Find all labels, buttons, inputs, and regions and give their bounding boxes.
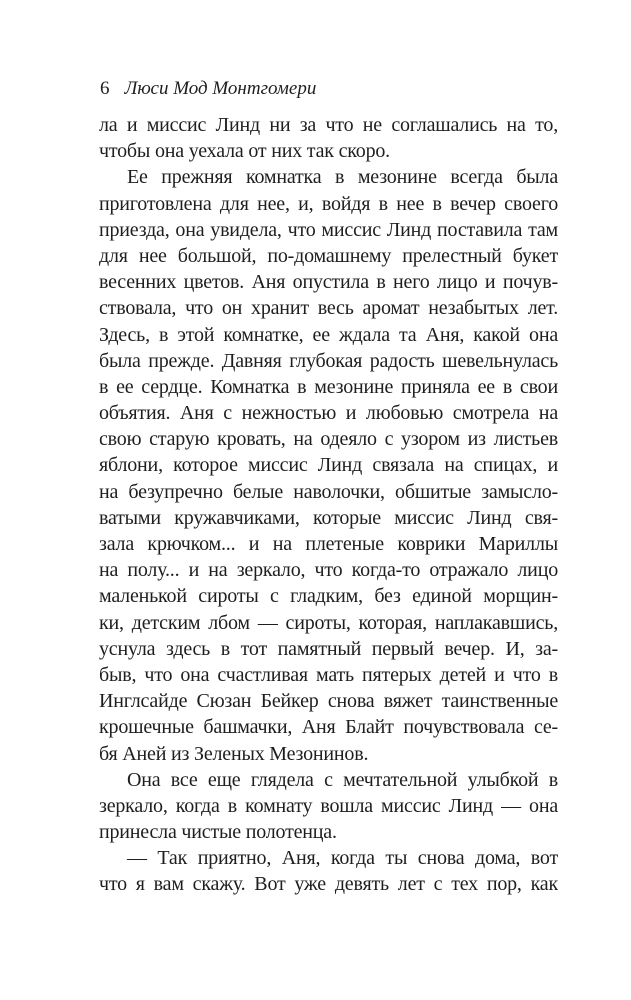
- text-line: ки, детским лбом — сироты, которая, наплакавшись,: [99, 611, 558, 634]
- text-line: принесла чистые полотенца.: [99, 821, 337, 844]
- text-line: быв, что она счастливая мать пятерых детей и что в: [99, 663, 558, 686]
- text-line: объятия. Аня с нежностью и любовью смотрела на: [99, 402, 558, 425]
- text-line: что я вам скажу. Вот уже девять лет с тех пор, как: [99, 873, 558, 896]
- running-title: Люси Мод Монтгомери: [124, 78, 317, 99]
- text-line: Инглсайде Сюзан Бейкер снова вяжет таинственные: [99, 690, 558, 713]
- page-header: [100, 78, 316, 100]
- text-line: Ее прежняя комнатка в мезонине всегда была: [127, 166, 558, 189]
- text-line: в ее сердце. Комнатка в мезонине приняла ее в свои: [99, 375, 558, 398]
- text-line: бя Аней из Зеленых Мезонинов.: [99, 742, 369, 765]
- text-line: ватыми кружавчиками, которые миссис Линд свя-: [99, 506, 558, 529]
- text-line: на безупречно белые наволочки, обшитые замысло-: [99, 480, 558, 503]
- text-line: зала крючком... и на плетеные коврики Мариллы: [99, 533, 558, 555]
- text-line: чтобы она уехала от них так скоро.: [99, 140, 390, 163]
- text-line: для нее большой, по-домашнему прелестный букет: [99, 244, 558, 267]
- text-line: свою старую кровать, на одеяло с узором из листьев: [99, 428, 558, 451]
- text-line: приезда, она увидела, что миссис Линд поставила там: [99, 218, 558, 241]
- text-line: маленькой сироты с гладким, без единой морщин-: [99, 585, 558, 608]
- text-line: Здесь, в этой комнатке, ее ждала та Аня, какой она: [99, 323, 558, 346]
- text-line: — Так приятно, Аня, когда ты снова дома, вот: [127, 847, 558, 870]
- text-line: крошечные башмачки, Аня Блайт почувствовала се-: [99, 716, 558, 739]
- text-line: была прежде. Давняя глубокая радость шевельнулась: [99, 349, 558, 372]
- page-number: 6: [100, 78, 110, 99]
- text-line: на полу... и на зеркало, что когда-то отражало лицо: [99, 559, 558, 582]
- text-line: уснула здесь в тот памятный первый вечер. И, за-: [99, 637, 558, 660]
- page-text: [99, 112, 558, 898]
- text-line: Она все еще глядела с мечтательной улыбкой в: [127, 768, 558, 791]
- text-line: зеркало, когда в комнату вошла миссис Линд — она: [99, 794, 558, 817]
- text-line: яблони, которое миссис Линд связала на спицах, и: [99, 454, 558, 477]
- text-line: ствовала, что он хранит весь аромат незабытых лет.: [99, 297, 558, 320]
- text-line: приготовлена для нее, и, войдя в нее в вечер своего: [99, 192, 558, 215]
- text-line: ла и миссис Линд ни за что не соглашались на то,: [99, 114, 558, 136]
- text-line: весенних цветов. Аня опустила в него лицо и почув-: [99, 271, 558, 294]
